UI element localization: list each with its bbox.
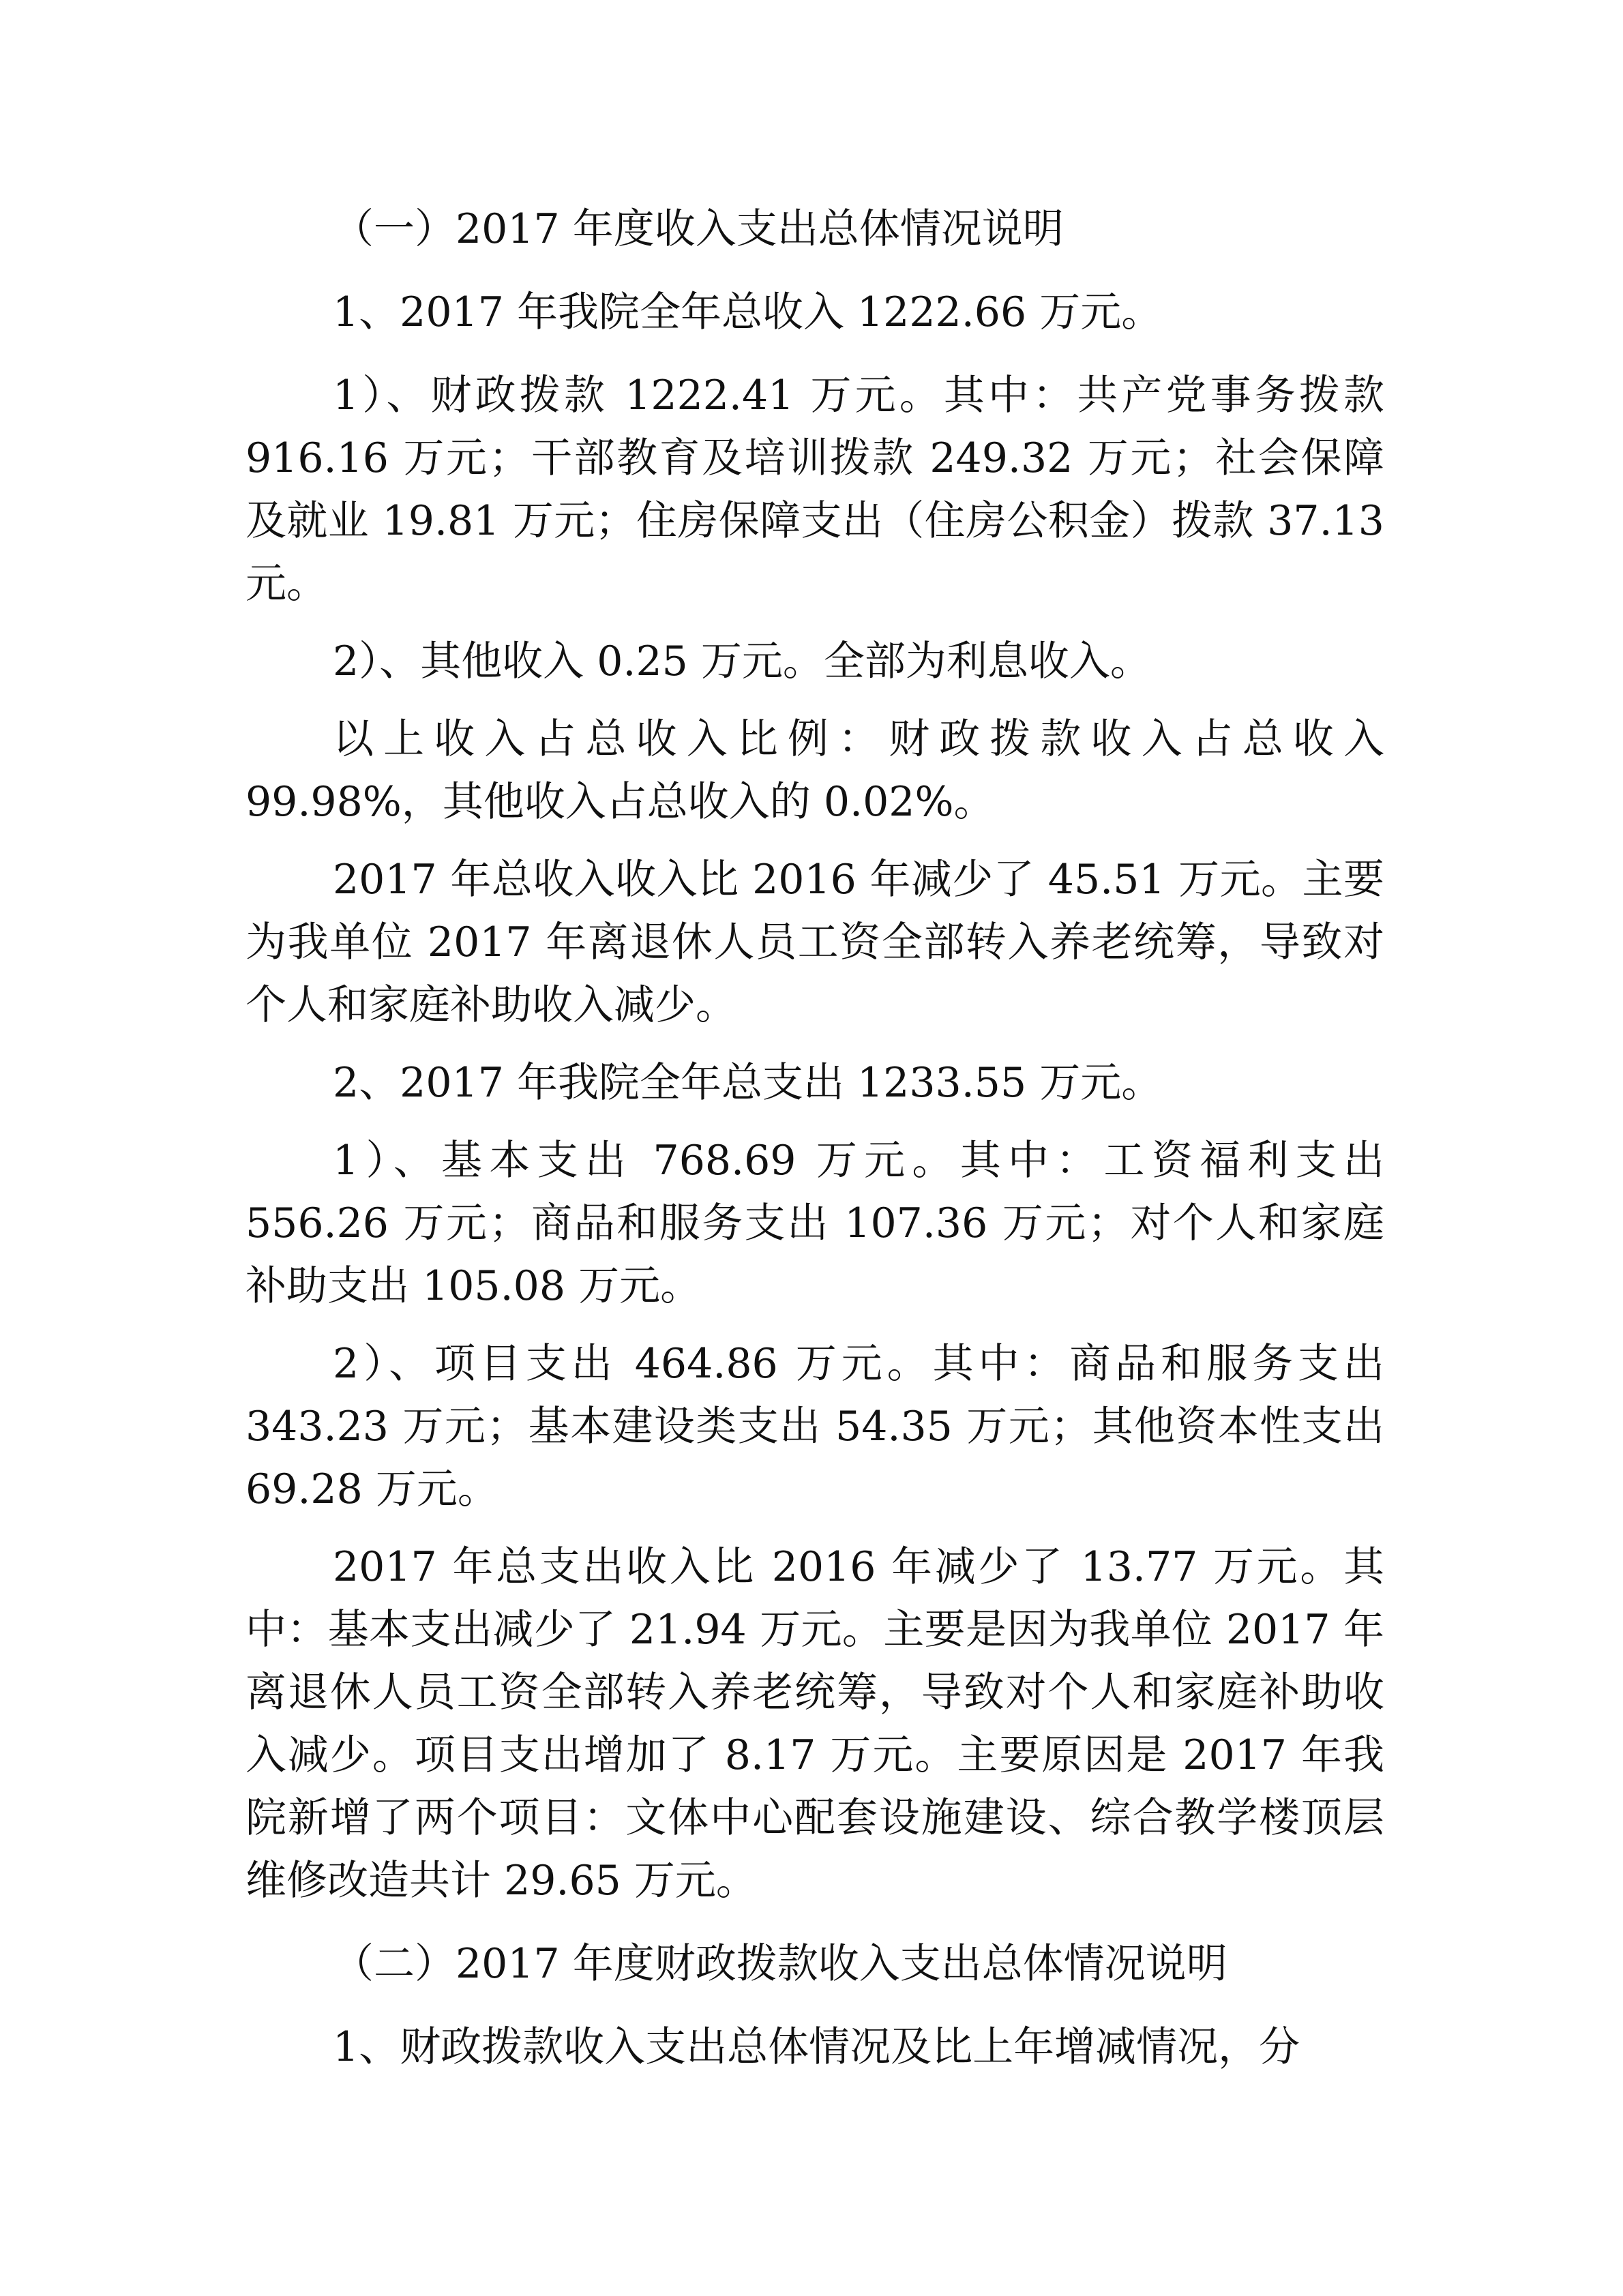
total-income-paragraph: 1、2017 年我院全年总收入 1222.66 万元。 (333, 288, 1163, 336)
section-heading-fiscal-appropriation: （二）2017 年度财政拨款收入支出总体情况说明 (333, 1940, 1227, 1988)
total-expenditure-paragraph: 2、2017 年我院全年总支出 1233.55 万元。 (333, 1059, 1163, 1107)
other-income-paragraph: 2）、其他收入 0.25 万元。全部为利息收入。 (333, 638, 1151, 685)
income-change-paragraph: 2017 年总收入收入比 2016 年减少了 45.51 万元。主要为我单位 2017 年离退休人员工资全部转入养老统筹，导致对个人和家庭补助收入减少。 (245, 856, 1384, 1029)
fiscal-appropriation-paragraph: 1）、财政拨款 1222.41 万元。其中：共产党事务拨款 916.16 万元；干部教育及培训拨款 249.32 万元；社会保障及就业 19.81 万元；住房保障支出（住房公积金）拨款 37.13 元。 (245, 372, 1384, 608)
project-expenditure-paragraph: 2）、项目支出 464.86 万元。其中：商品和服务支出 343.23 万元；基本建设类支出 54.35 万元；其他资本性支出 69.28 万元。 (245, 1340, 1384, 1513)
fiscal-appropriation-summary-paragraph: 1、财政拨款收入支出总体情况及比上年增减情况，分 (333, 2023, 1300, 2071)
section-heading-income-expenditure: （一）2017 年度收入支出总体情况说明 (333, 205, 1064, 253)
basic-expenditure-paragraph: 1）、基本支出 768.69 万元。其中：工资福利支出 556.26 万元；商品和服务支出 107.36 万元；对个人和家庭补助支出 105.08 万元。 (245, 1137, 1384, 1310)
expenditure-change-paragraph: 2017 年总支出收入比 2016 年减少了 13.77 万元。其中：基本支出减少了 21.94 万元。主要是因为我单位 2017 年离退休人员工资全部转入养老统筹，导致对个人和家庭补助收入减少。项目支出增加了 8.17 万元。主要原因是 2017 年我院新增了两个项目：文体中心配套设施建设、综合教学楼顶层维修改造共计 29.65 万元。 (245, 1543, 1384, 1905)
document-page (245, 198, 1384, 2078)
income-ratio-paragraph: 以上收入占总收入比例：财政拨款收入占总收入 99.98%，其他收入占总收入的 0.02%。 (245, 715, 1384, 826)
